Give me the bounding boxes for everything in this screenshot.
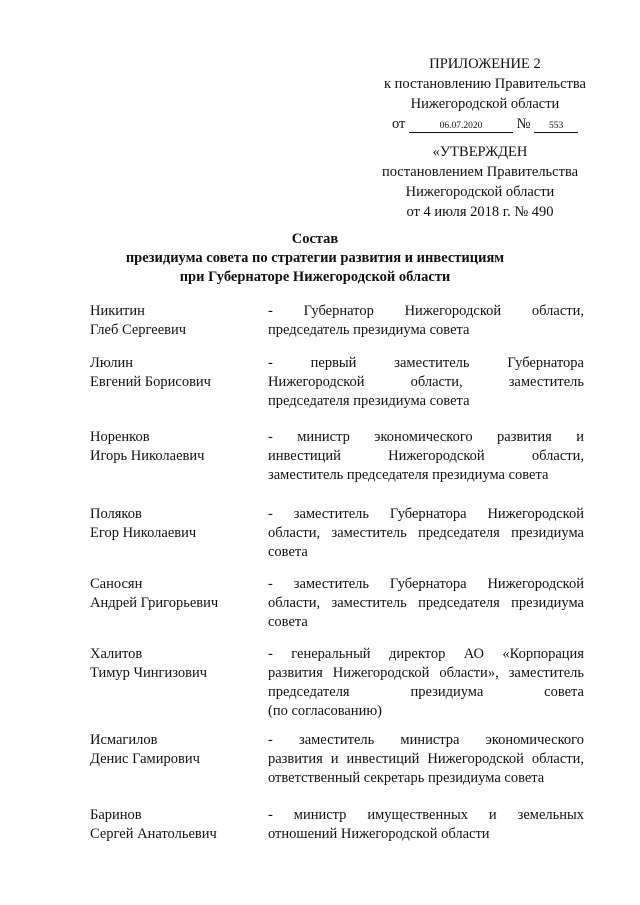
member-role xyxy=(268,731,584,788)
member-given-name: Евгений Борисович xyxy=(90,374,211,390)
member-given-name: Тимур Чингизович xyxy=(90,665,207,681)
role-line: ответственный секретарь президиума совета xyxy=(268,770,545,786)
annex-line-2: Нижегородской области xyxy=(410,96,560,112)
role-line: области, заместитель председателя президиума xyxy=(268,525,584,541)
member-role xyxy=(268,575,584,632)
member-given-name: Андрей Григорьевич xyxy=(90,595,219,611)
member-surname: Исмагилов xyxy=(90,732,158,748)
approved-line-2: постановлением Правительства xyxy=(381,164,579,180)
role-line: - заместитель Губернатора Нижегородской xyxy=(268,506,584,522)
member-given-name: Игорь Николаевич xyxy=(90,448,205,464)
role-line: - заместитель Губернатора Нижегородской xyxy=(268,576,584,592)
member-role xyxy=(268,505,584,562)
from-label: от xyxy=(391,116,406,132)
role-line: совета xyxy=(268,544,308,560)
document-title xyxy=(60,230,570,287)
member-surname: Саносян xyxy=(90,576,143,592)
annex-title: ПРИЛОЖЕНИЕ 2 xyxy=(429,56,541,72)
role-line: - генеральный директор АО «Корпорация xyxy=(268,646,584,662)
member-name xyxy=(90,505,260,543)
approved-block xyxy=(350,142,610,222)
role-line: развития Нижегородской области», заместитель xyxy=(268,665,584,681)
member-role xyxy=(268,428,584,485)
role-line: области, заместитель председателя президиума xyxy=(268,595,584,611)
role-line: заместитель председателя президиума совета xyxy=(268,467,549,483)
role-line: - министр имущественных и земельных xyxy=(268,807,584,823)
role-line: - Губернатор Нижегородской области, xyxy=(268,303,584,319)
annex-header xyxy=(360,54,610,134)
role-line: развития и инвестиций Нижегородской области, xyxy=(268,751,584,767)
member-given-name: Глеб Сергеевич xyxy=(90,322,187,338)
role-line: - заместитель министра экономического xyxy=(268,732,584,748)
member-given-name: Денис Гамирович xyxy=(90,751,200,767)
member-given-name: Егор Николаевич xyxy=(90,525,197,541)
role-line: председателя президиума совета xyxy=(268,393,470,409)
title-line-2: президиума совета по стратегии развития и инвестициям xyxy=(125,250,505,266)
role-line: председатель президиума совета xyxy=(268,322,470,338)
role-line: - министр экономического развития и xyxy=(268,429,584,445)
role-line: - первый заместитель Губернатора xyxy=(268,355,584,371)
role-line: (по согласованию) xyxy=(268,703,382,719)
member-role xyxy=(268,354,584,411)
decree-number: 553 xyxy=(534,120,578,133)
member-name xyxy=(90,354,260,392)
member-name xyxy=(90,302,260,340)
member-role xyxy=(268,302,584,340)
annex-date-line xyxy=(360,114,610,134)
member-name xyxy=(90,731,260,769)
member-name xyxy=(90,806,260,844)
member-surname: Поляков xyxy=(90,506,142,522)
member-surname: Халитов xyxy=(90,646,143,662)
approved-line-1: «УТВЕРЖДЕН xyxy=(432,144,528,160)
member-surname: Норенков xyxy=(90,429,150,445)
member-surname: Никитин xyxy=(90,303,145,319)
role-line: инвестиций Нижегородской области, xyxy=(268,448,584,464)
role-line: совета xyxy=(268,614,308,630)
member-name xyxy=(90,575,260,613)
member-surname: Баринов xyxy=(90,807,142,823)
annex-line-1: к постановлению Правительства xyxy=(384,76,586,92)
member-name xyxy=(90,645,260,683)
number-label: № xyxy=(516,116,531,132)
member-role xyxy=(268,645,584,721)
member-role xyxy=(268,806,584,844)
role-line: Нижегородской области, заместитель xyxy=(268,374,584,390)
approved-line-4: от 4 июля 2018 г. № 490 xyxy=(406,204,554,220)
title-line-1: Состав xyxy=(291,231,339,247)
member-surname: Люлин xyxy=(90,355,134,371)
approved-line-3: Нижегородской области xyxy=(405,184,555,200)
title-line-3: при Губернаторе Нижегородской области xyxy=(179,269,451,285)
decree-date: 06.07.2020 xyxy=(409,120,513,133)
member-given-name: Сергей Анатольевич xyxy=(90,826,217,842)
role-line: отношений Нижегородской области xyxy=(268,826,490,842)
member-name xyxy=(90,428,260,466)
role-line: председателя президиума совета xyxy=(268,684,584,700)
